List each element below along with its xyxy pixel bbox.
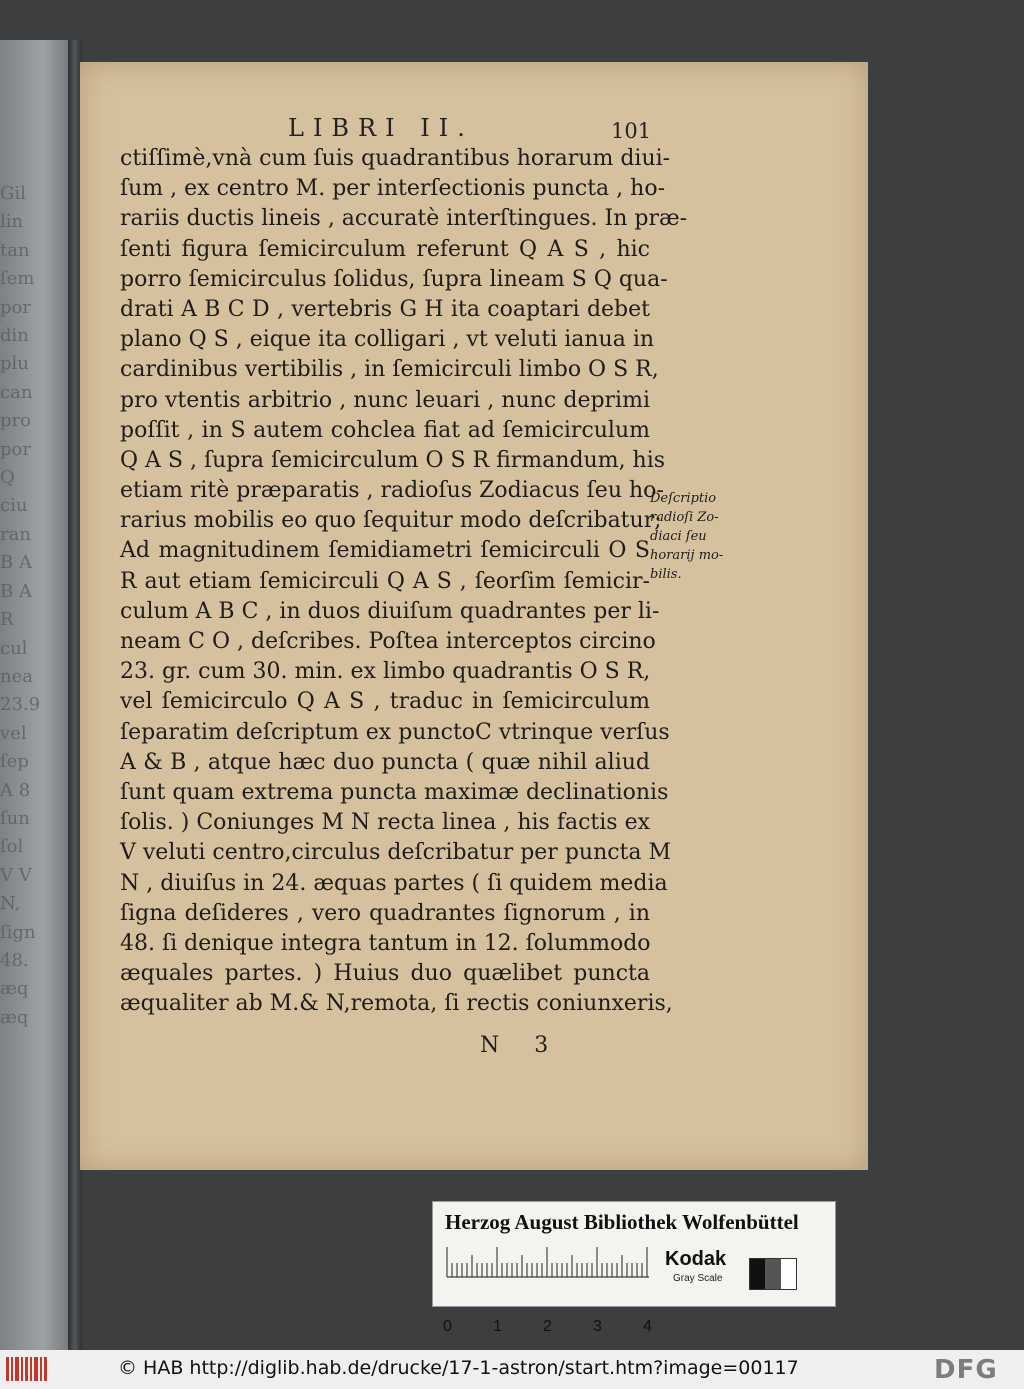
margin-note-line: bilis. xyxy=(650,567,682,582)
scale-ruler xyxy=(443,1244,653,1335)
text-line: 48. ſi denique integra tantum in 12. ſolummodo xyxy=(120,930,651,956)
text-line: ſolis. ) Coniunges M N recta linea , his factis ex xyxy=(120,810,650,836)
text-line: poſſit , in S autem cohclea fiat ad ſemicirculum xyxy=(120,417,650,443)
adjacent-page xyxy=(0,40,78,1360)
margin-note-line: Deſcriptio xyxy=(650,491,717,506)
library-name: Herzog August Bibliothek Wolfenbüttel xyxy=(445,1210,799,1234)
text-line: æquales partes. ) Huius duo quælibet puncta xyxy=(120,961,650,987)
text-line: V veluti centro,circulus deſcribatur per puncta M xyxy=(120,840,672,866)
library-card xyxy=(432,1201,836,1335)
ruler-number: 4 xyxy=(643,1318,652,1335)
text-line: pro vtentis arbitrio , nunc leuari , nunc deprimi xyxy=(120,387,650,413)
text-line: ſunt quam extrema puncta maximæ declinationis xyxy=(120,779,669,805)
text-line: ſenti figura ſemicirculum referunt Q A S , hic xyxy=(120,236,650,262)
text-line: rariis ductis lineis , accuratè interſtingues. In præ- xyxy=(120,206,688,232)
text-line: Ad magnitudinem ſemidiametri ſemicirculi O S xyxy=(120,538,650,564)
text-line: Q A S , ſupra ſemicirculum O S R firmandum, his xyxy=(120,447,666,473)
ruler-number: 2 xyxy=(543,1318,552,1335)
viewer-footer xyxy=(0,1350,1024,1389)
copyright-link[interactable]: © HAB http://diglib.hab.de/drucke/17-1-astron/start.htm?image=00117 xyxy=(118,1357,799,1379)
signature-mark: N 3 xyxy=(480,1033,563,1058)
text-line: 23. gr. cum 30. min. ex limbo quadrantis O S R, xyxy=(120,659,651,685)
running-head: LIBRI II. xyxy=(288,114,474,142)
text-line: drati A B C D , vertebris G H ita coaptari debet xyxy=(120,296,650,322)
text-line: ſum , ex centro M. per interſectionis puncta , ho- xyxy=(120,176,666,202)
text-line: ctiſſimè,vnà cum ſuis quadrantibus horarum diui- xyxy=(120,146,671,171)
gray-scale-label: Gray Scale xyxy=(673,1273,723,1284)
margin-note-line: diaci ſeu xyxy=(650,529,707,544)
text-line: N , diuiſus in 24. æquas partes ( ſi quidem media xyxy=(120,870,668,896)
ruler-number: 3 xyxy=(593,1318,602,1335)
margin-note xyxy=(650,489,740,584)
text-line: R aut etiam ſemicirculi Q A S , ſeorſim ſemicir- xyxy=(120,568,650,594)
text-line: æqualiter ab M.& N,remota, ſi rectis coniunxeris, xyxy=(120,991,673,1017)
text-line: ſigna deſideres , vero quadrantes ſignorum , in xyxy=(120,900,650,926)
text-line: neam C O , deſcribes. Poſtea interceptos circino xyxy=(120,629,656,654)
dfg-logo: DFG xyxy=(934,1355,998,1385)
text-line: etiam ritè præparatis , radioſus Zodiacus ſeu ho- xyxy=(120,478,664,504)
text-line: ſeparatim deſcriptum ex punctoC vtrinque verſus xyxy=(120,719,670,745)
adjacent-page-text: Gil lin tan ſem por din plu can pro por Q ciu ran B A B A R cul nea 23.9 vel ſep A 8 ſun ſol V V N, ſign 48. æq æq xyxy=(0,183,41,1028)
margin-note-line: radioſi Zo- xyxy=(650,510,719,525)
kodak-logo: Kodak xyxy=(665,1248,727,1270)
text-line: vel ſemicirculo Q A S , traduc in ſemicirculum xyxy=(120,689,650,715)
ruler-ticks xyxy=(443,1244,653,1278)
page-number: 101 xyxy=(611,119,652,143)
text-line: A & B , atque hæc duo puncta ( quæ nihil aliud xyxy=(120,749,650,775)
margin-note-line: horarij mo- xyxy=(650,548,724,563)
text-line: culum A B C , in duos diuiſum quadrantes per li- xyxy=(120,598,660,624)
gray-scale-swatch xyxy=(749,1258,797,1290)
barcode-icon xyxy=(6,1357,50,1381)
ruler-number: 1 xyxy=(493,1318,502,1335)
text-line: plano Q S , eique ita colligari , vt veluti ianua in xyxy=(120,327,655,353)
text-line: rarius mobilis eo quo ſequitur modo deſcribatur; xyxy=(120,508,662,534)
text-line: cardinibus vertibilis , in ſemicirculi limbo O S R, xyxy=(120,357,659,383)
text-line: porro ſemicirculus ſolidus, ſupra lineam S Q qua- xyxy=(120,266,668,292)
ruler-number: 0 xyxy=(443,1318,452,1335)
